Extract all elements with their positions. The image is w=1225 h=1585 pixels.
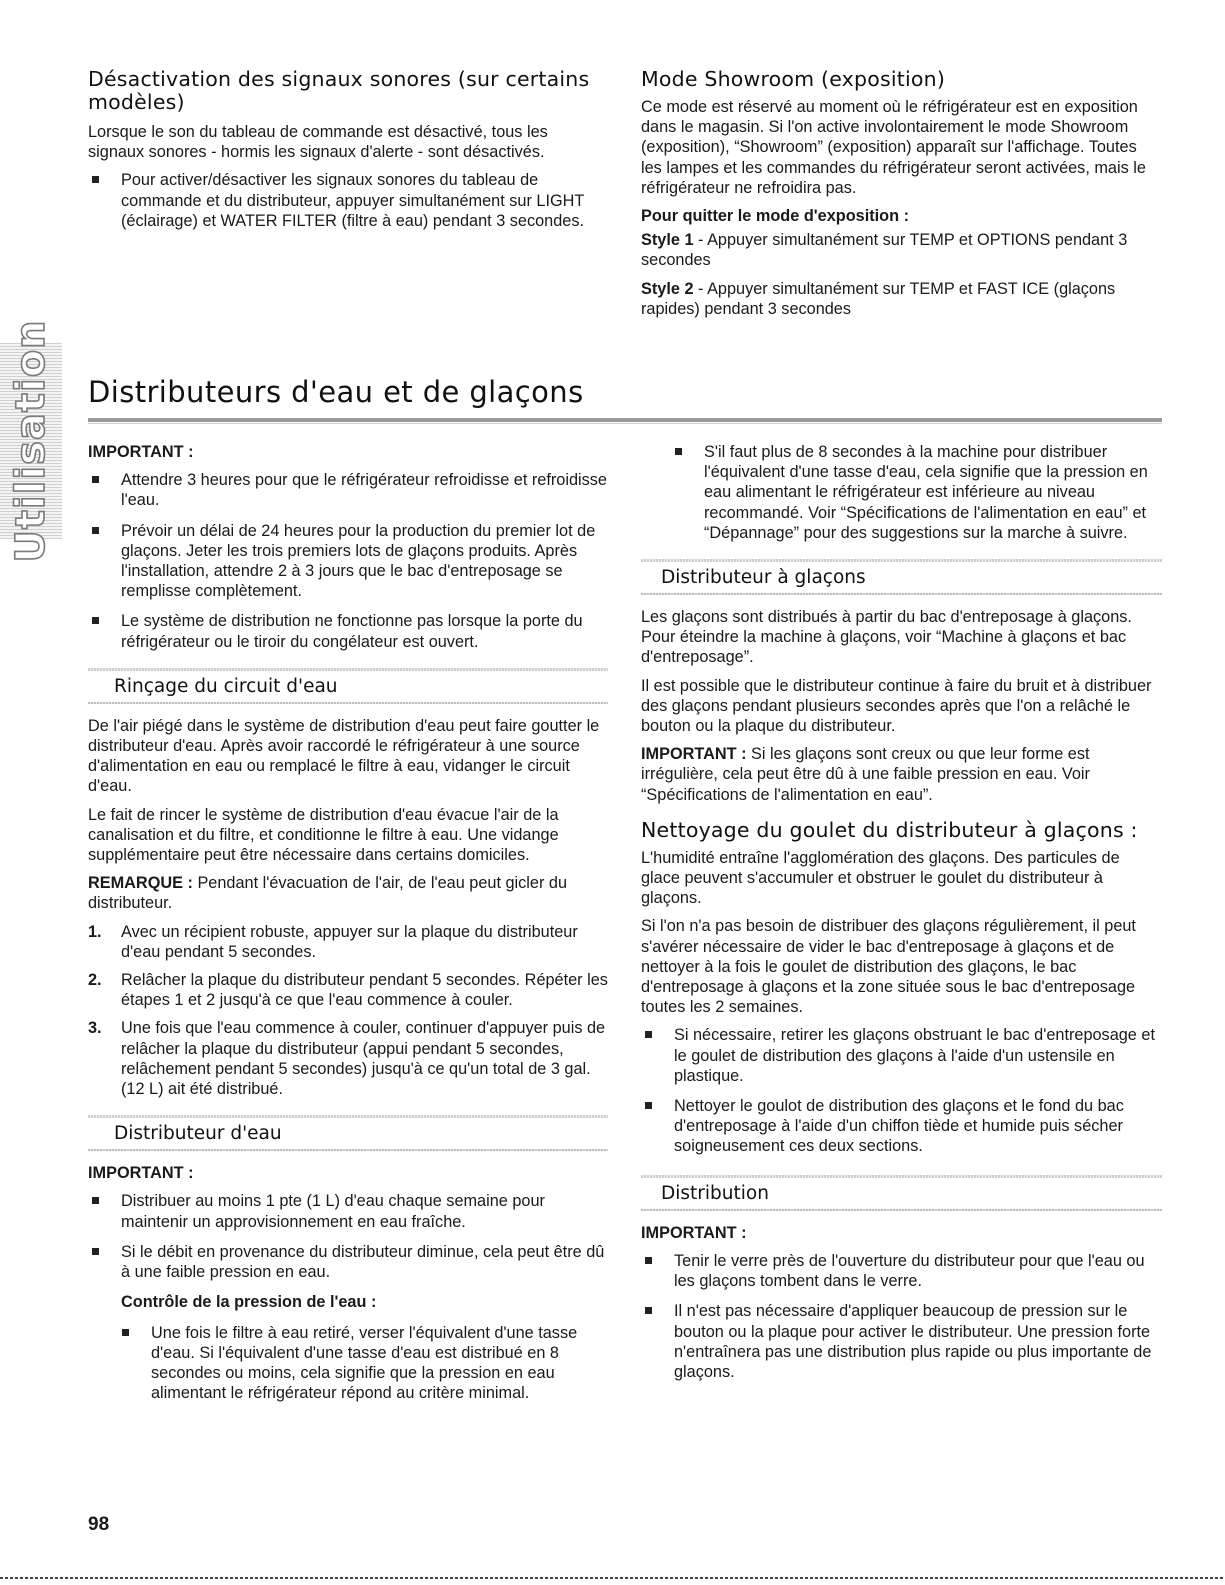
water-heading-box [88, 1115, 608, 1151]
step-text: Relâcher la plaque du distributeur pendant 5 secondes. Répéter les étapes 1 et 2 jusqu'à ce que l'eau commence à couler. [121, 971, 608, 1010]
ice-important-label: IMPORTANT : [641, 745, 747, 764]
right-top-list [641, 442, 1162, 543]
side-tab [0, 319, 62, 563]
style2-text: - Appuyer simultanément sur TEMP et FAST ICE (glaçons rapides) pendant 3 secondes [641, 279, 1116, 318]
rinse-title: Rinçage du circuit d'eau [114, 675, 338, 697]
sound-off-list [88, 170, 608, 231]
sound-off-title: Désactivation des signaux sonores (sur certains modèles) [88, 67, 590, 114]
list-item: Il n'est pas nécessaire d'appliquer beaucoup de pression sur le bouton ou la plaque pour activer le distributeur. Une pression forte n'entraînera pas une distribution plus rapide ou plus importante de glaçons. [641, 1301, 1162, 1382]
style2-label: Style 2 [641, 279, 694, 298]
style1-label: Style 1 [641, 231, 694, 250]
showroom-style1 [641, 230, 1161, 270]
remark-text: Pendant l'évacuation de l'air, de l'eau peut gicler du distributeur. [88, 874, 568, 913]
clean-title: Nettoyage du goulet du distributeur à glaçons : [641, 817, 1138, 842]
style1-text: - Appuyer simultanément sur TEMP et OPTIONS pendant 3 secondes [641, 231, 1128, 270]
rinse-paragraph-2: Le fait de rincer le système de distribution d'eau évacue l'air de la canalisation et du filtre, et conditionne le filtre à eau. Une vidange supplémentaire peut être nécessaire dans certains domiciles. [88, 805, 559, 865]
section-rule [88, 418, 1162, 422]
water-list [88, 1191, 608, 1282]
water-important-label: IMPORTANT : [88, 1164, 194, 1183]
rinse-paragraph-1: De l'air piégé dans le système de distribution d'eau peut faire goutter le distributeur d'eau. Après avoir raccordé le réfrigérateur à une source d'alimentation en eau ou remplacé le filtre à eau, vidanger le circuit d'eau. [88, 716, 600, 796]
right-column [641, 442, 1162, 1392]
showroom-title: Mode Showroom (exposition) [641, 67, 946, 91]
important-label: IMPORTANT : [88, 443, 194, 461]
list-item: Si le débit en provenance du distributeur diminue, cela peut être dû à une faible pression en eau. [88, 1242, 608, 1282]
clean-list [641, 1025, 1162, 1156]
side-tab-label: Utilisation [8, 319, 54, 563]
list-item: Le système de distribution ne fonctionne pas lorsque la porte du réfrigérateur ou le tiroir du congélateur est ouvert. [88, 611, 608, 651]
showroom-style2 [641, 279, 1161, 319]
pressure-list [88, 1323, 608, 1404]
step-number: 3. [88, 1019, 102, 1038]
sound-off-intro: Lorsque le son du tableau de commande est désactivé, tous les signaux sonores - hormis les signaux d'alerte - sont désactivés. [88, 123, 548, 162]
water-title: Distributeur d'eau [114, 1123, 282, 1145]
top-right-section [641, 68, 1161, 327]
ice-heading-box [641, 559, 1162, 595]
ice-title: Distributeur à glaçons [661, 567, 866, 589]
distribution-title: Distribution [661, 1182, 769, 1204]
ice-important [641, 744, 1162, 805]
ice-important-text: Si les glaçons sont creux ou que leur forme est irrégulière, cela peut être dû à une faible pression en eau. Voir “Spécifications de l'alimentation en eau”. [641, 745, 1090, 804]
pressure-heading: Contrôle de la pression de l'eau : [121, 1293, 377, 1312]
list-item: S'il faut plus de 8 secondes à la machine pour distribuer l'équivalent d'une tasse d'eau, cela signifie que la pression en eau alimentant le réfrigérateur est inférieure au niveau recommandé. Voir “Spécifications de l'alimentation en eau” et “Dépannage” pour des suggestions sur la marche à suivre. [671, 442, 1162, 543]
left-column [88, 442, 608, 1413]
list-item: Tenir le verre près de l'ouverture du distributeur pour que l'eau ou les glaçons tombent dans le verre. [641, 1251, 1162, 1291]
page-number: 98 [88, 1514, 110, 1535]
showroom-intro: Ce mode est réservé au moment où le réfrigérateur est en exposition dans le magasin. Si l'on active involontairement le mode Showroom (exposition), “Showroom” (exposition) apparaît sur l'affichage. Toutes les lampes et les commandes du réfrigérateur seront activées, mais le réfrigérateur ne refroidira pas. [641, 98, 1146, 197]
clean-paragraph-2: Si l'on n'a pas besoin de distribuer des glaçons régulièrement, il peut s'avérer nécessaire de vider le bac d'entreposage à glaçons et de nettoyer à la fois le goulet de distribution des glaçons, le bac d'entreposage à glaçons et la zone située sous le bac d'entreposage toutes les 2 semaines. [641, 917, 1136, 1017]
rinse-heading-box [88, 668, 608, 704]
list-item: Distribuer au moins 1 pte (1 L) d'eau chaque semaine pour maintenir un approvisionnement en eau fraîche. [88, 1191, 608, 1231]
ice-paragraph-1: Les glaçons sont distribués à partir du bac d'entreposage à glaçons. Pour éteindre la machine à glaçons, voir “Machine à glaçons et bac d'entreposage”. [641, 608, 1132, 667]
distribution-important-label: IMPORTANT : [641, 1223, 747, 1242]
step-item [88, 970, 608, 1010]
distribution-heading-box [641, 1175, 1162, 1211]
remark-label: REMARQUE : [88, 874, 193, 893]
step-text: Avec un récipient robuste, appuyer sur la plaque du distributeur d'eau pendant 5 secondes. [121, 922, 578, 961]
clean-paragraph-1: L'humidité entraîne l'agglomération des glaçons. Des particules de glace peuvent s'accumuler et obstruer le goulet du distributeur à glaçons. [641, 848, 1120, 908]
important-list [88, 470, 608, 652]
list-item: Si nécessaire, retirer les glaçons obstruant le bac d'entreposage et le goulet de distribution des glaçons à l'aide d'un ustensile en plastique. [641, 1025, 1162, 1086]
section-title: Distributeurs d'eau et de glaçons [88, 375, 584, 409]
ice-paragraph-2: Il est possible que le distributeur continue à faire du bruit et à distribuer des glaçons pendant plusieurs secondes après que l'on a relâché le bouton ou la plaque du distributeur. [641, 676, 1152, 736]
top-left-section [88, 68, 608, 241]
step-number: 1. [88, 922, 102, 941]
list-item: Prévoir un délai de 24 heures pour la production du premier lot de glaçons. Jeter les trois premiers lots de glaçons produits. Après l'installation, attendre 2 à 3 jours que le bac d'entreposage se remplisse complètement. [88, 521, 608, 602]
remark [88, 873, 608, 913]
list-item: Pour activer/désactiver les signaux sonores du tableau de commande et du distributeur, appuyer simultanément sur LIGHT (éclairage) et WATER FILTER (filtre à eau) pendant 3 secondes. [88, 170, 608, 231]
list-item: Une fois le filtre à eau retiré, verser l'équivalent d'une tasse d'eau. Si l'équivalent d'une tasse d'eau est distribué en 8 secondes ou moins, cela signifie que la pression en eau alimentant le réfrigérateur répond au critère minimal. [118, 1323, 608, 1404]
rinse-steps [88, 922, 608, 1100]
list-item: Nettoyer le goulot de distribution des glaçons et le fond du bac d'entreposage à l'aide d'un chiffon tiède et humide puis sécher soigneusement ces deux sections. [641, 1096, 1162, 1157]
distribution-list [641, 1251, 1162, 1382]
bottom-rule [0, 1577, 1225, 1579]
step-number: 2. [88, 971, 102, 990]
step-item [88, 922, 608, 962]
list-item: Attendre 3 heures pour que le réfrigérateur refroidisse et refroidisse l'eau. [88, 470, 608, 510]
step-item [88, 1018, 608, 1099]
step-text: Une fois que l'eau commence à couler, continuer d'appuyer puis de relâcher la plaque du distributeur (appui pendant 5 secondes, relâchement pendant 5 secondes) jusqu'à ce qu'un total de 3 gal. (12 L) ait été distribué. [121, 1019, 606, 1099]
showroom-quit-heading: Pour quitter le mode d'exposition : [641, 207, 910, 226]
